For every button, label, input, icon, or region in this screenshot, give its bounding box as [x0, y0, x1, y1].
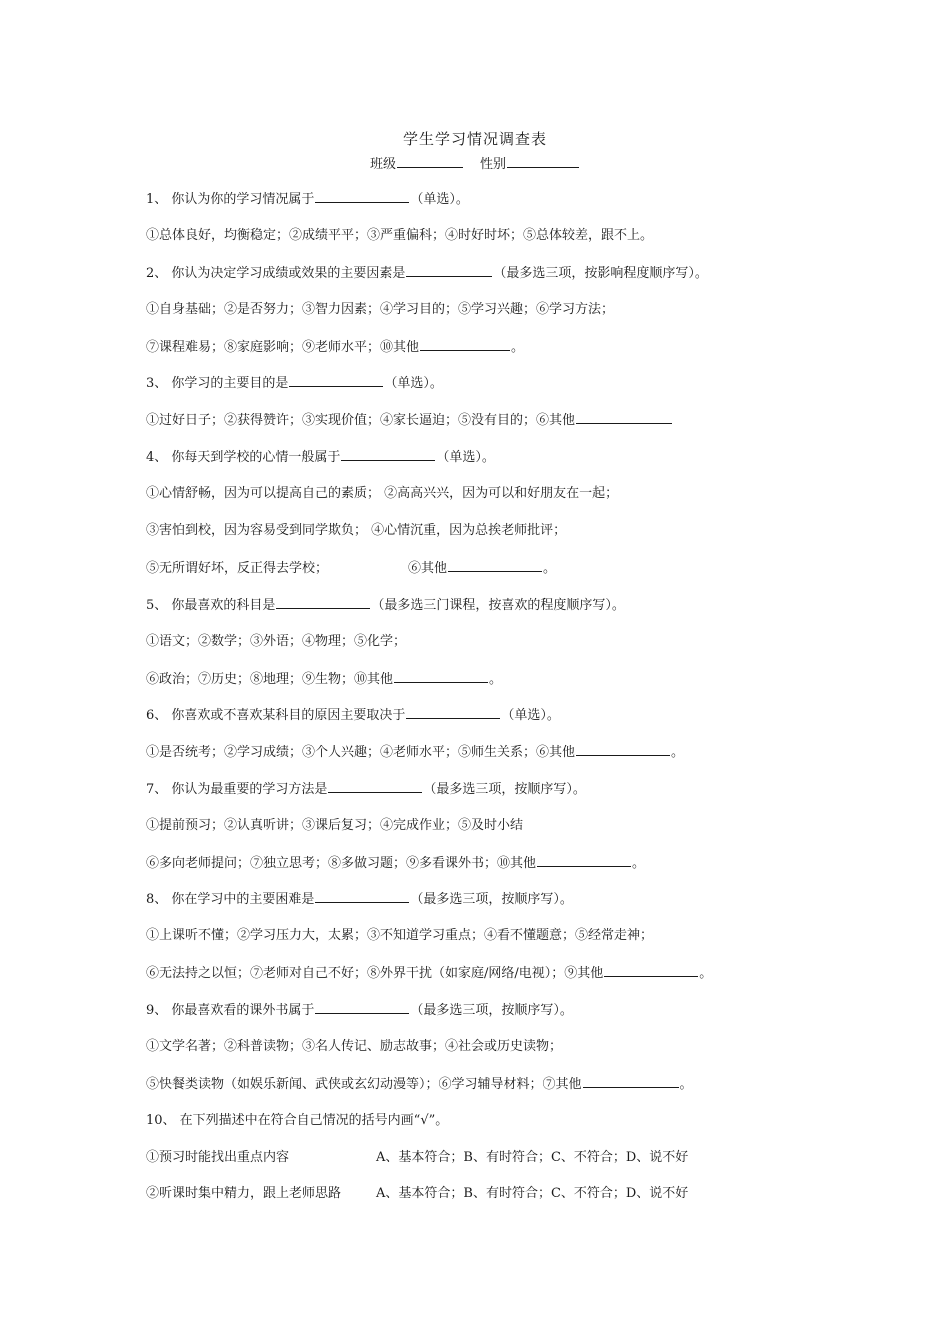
question-5: [146, 596, 625, 615]
question-text: 4、 你每天到学校的心情一般属于: [146, 450, 341, 465]
question-10-item-2: [146, 1185, 688, 1203]
answer-blank[interactable]: [315, 190, 409, 203]
other-blank[interactable]: [448, 559, 542, 572]
question-note: （最多选三项，按顺序写）。: [410, 1003, 573, 1018]
question-2-options-1: ①自身基础；②是否努力；③智力因素；④学习目的；⑤学习兴趣；⑥学习方法；: [146, 302, 615, 317]
option-text: ⑤快餐类读物（如娱乐新闻、武侠或玄幻动漫等）；⑥学习辅导材料；⑦其他: [146, 1077, 582, 1092]
other-blank[interactable]: [394, 670, 488, 683]
other-blank[interactable]: [604, 964, 698, 977]
question-4: [146, 448, 495, 467]
question-5-options-1: ①语文；②数学；③外语；④物理；⑤化学；: [146, 634, 407, 649]
question-text: 1、 你认为你的学习情况属于: [146, 192, 315, 207]
question-note: （单选）。: [410, 192, 469, 207]
option-end: 。: [489, 672, 503, 687]
question-1: [146, 190, 469, 209]
answer-blank[interactable]: [328, 780, 422, 793]
answer-blank[interactable]: [406, 706, 500, 719]
answer-blank[interactable]: [406, 264, 492, 277]
option-text: ①是否统考；②学习成绩；③个人兴趣；④老师水平；⑤师生关系；⑥其他: [146, 745, 576, 760]
item-text: ①预习时能找出重点内容: [146, 1150, 290, 1165]
question-1-options: ①总体良好，均衡稳定；②成绩平平；③严重偏科；④时好时坏；⑤总体较差，跟不上。: [146, 228, 654, 243]
answer-blank[interactable]: [276, 596, 370, 609]
question-text: 6、 你喜欢或不喜欢某科目的原因主要取决于: [146, 708, 406, 723]
other-blank[interactable]: [537, 854, 631, 867]
question-6: [146, 706, 560, 725]
class-label: 班级: [369, 157, 396, 172]
question-2-options-2: [146, 338, 524, 357]
other-blank[interactable]: [576, 743, 670, 756]
option-text: ⑥多向老师提问；⑦独立思考；⑧多做习题；⑨多看课外书；⑩其他: [146, 856, 537, 871]
question-text: 8、 你在学习中的主要困难是: [146, 892, 315, 907]
option-end: 。: [699, 966, 713, 981]
question-note: （单选）。: [436, 450, 495, 465]
question-5-options-2: [146, 670, 502, 689]
other-blank[interactable]: [576, 411, 672, 424]
question-10-item-1: [146, 1149, 688, 1167]
other-blank[interactable]: [583, 1075, 679, 1088]
answer-blank[interactable]: [315, 1001, 409, 1014]
question-note: （最多选三项，按影响程度顺序写）。: [493, 266, 708, 281]
rating-scale[interactable]: A、基本符合；B、有时符合；C、不符合；D、说不好: [376, 1186, 689, 1201]
question-10: 10、 在下列描述中在符合自己情况的括号内画“√”。: [146, 1113, 449, 1128]
question-2: [146, 264, 708, 283]
option-end: 。: [679, 1077, 693, 1092]
gender-blank[interactable]: [507, 155, 579, 168]
rating-scale[interactable]: A、基本符合；B、有时符合；C、不符合；D、说不好: [376, 1150, 689, 1165]
question-6-options: [146, 743, 684, 762]
class-gender-line: [0, 153, 950, 172]
question-4-options-3: [146, 559, 556, 578]
question-4-options-1: ①心情舒畅，因为可以提高自己的素质； ②高高兴兴，因为可以和好朋友在一起；: [146, 486, 619, 501]
answer-blank[interactable]: [341, 448, 435, 461]
question-9: [146, 1001, 573, 1020]
option-end: 。: [632, 856, 646, 871]
question-text: 9、 你最喜欢看的课外书属于: [146, 1003, 315, 1018]
option-text: ⑥政治；⑦历史；⑧地理；⑨生物；⑩其他: [146, 672, 394, 687]
question-7-options-2: [146, 854, 645, 873]
question-8-options-1: ①上课听不懂；②学习压力大，太累；③不知道学习重点；④看不懂题意；⑤经常走神；: [146, 928, 654, 943]
question-note: （单选）。: [501, 708, 560, 723]
class-blank[interactable]: [397, 155, 463, 168]
gender-label: 性别: [480, 157, 507, 172]
question-3-options: [146, 411, 673, 430]
question-7: [146, 780, 586, 799]
question-8: [146, 890, 573, 909]
question-text: 7、 你认为最重要的学习方法是: [146, 782, 328, 797]
option-text: ⑥其他: [408, 561, 448, 576]
question-note: （单选）。: [384, 376, 443, 391]
question-4-options-2: ③害怕到校，因为容易受到同学欺负； ④心情沉重，因为总挨老师批评；: [146, 523, 567, 538]
question-9-options-2: [146, 1075, 693, 1094]
question-9-options-1: ①文学名著；②科普读物；③名人传记、励志故事；④社会或历史读物；: [146, 1039, 563, 1054]
page-title: 学生学习情况调查表: [402, 130, 547, 148]
question-text: 3、 你学习的主要目的是: [146, 376, 289, 391]
answer-blank[interactable]: [289, 374, 383, 387]
question-note: （最多选三项，按顺序写）。: [410, 892, 573, 907]
question-3: [146, 374, 443, 393]
answer-blank[interactable]: [315, 890, 409, 903]
option-end: 。: [671, 745, 685, 760]
question-text: 2、 你认为决定学习成绩或效果的主要因素是: [146, 266, 406, 281]
question-note: （最多选三门课程，按喜欢的程度顺序写）。: [371, 598, 625, 613]
question-note: （最多选三项，按顺序写）。: [423, 782, 586, 797]
item-text: ②听课时集中精力，跟上老师思路: [146, 1186, 342, 1201]
option-text: ①过好日子；②获得赞许；③实现价值；④家长逼迫；⑤没有目的；⑥其他: [146, 413, 576, 428]
option-end: 。: [543, 561, 557, 576]
other-blank[interactable]: [420, 338, 510, 351]
question-7-options-1: ①提前预习；②认真听讲；③课后复习；④完成作业；⑤及时小结: [146, 818, 524, 833]
option-text: ⑦课程难易；⑧家庭影响；⑨老师水平；⑩其他: [146, 340, 420, 355]
question-text: 5、 你最喜欢的科目是: [146, 598, 276, 613]
option-text: ⑤无所谓好坏，反正得去学校；: [146, 561, 329, 576]
option-text: ⑥无法持之以恒；⑦老师对自己不好；⑧外界干扰（如家庭/网络/电视）；⑨其他: [146, 966, 604, 981]
question-8-options-2: [146, 964, 712, 983]
option-end: 。: [511, 340, 525, 355]
